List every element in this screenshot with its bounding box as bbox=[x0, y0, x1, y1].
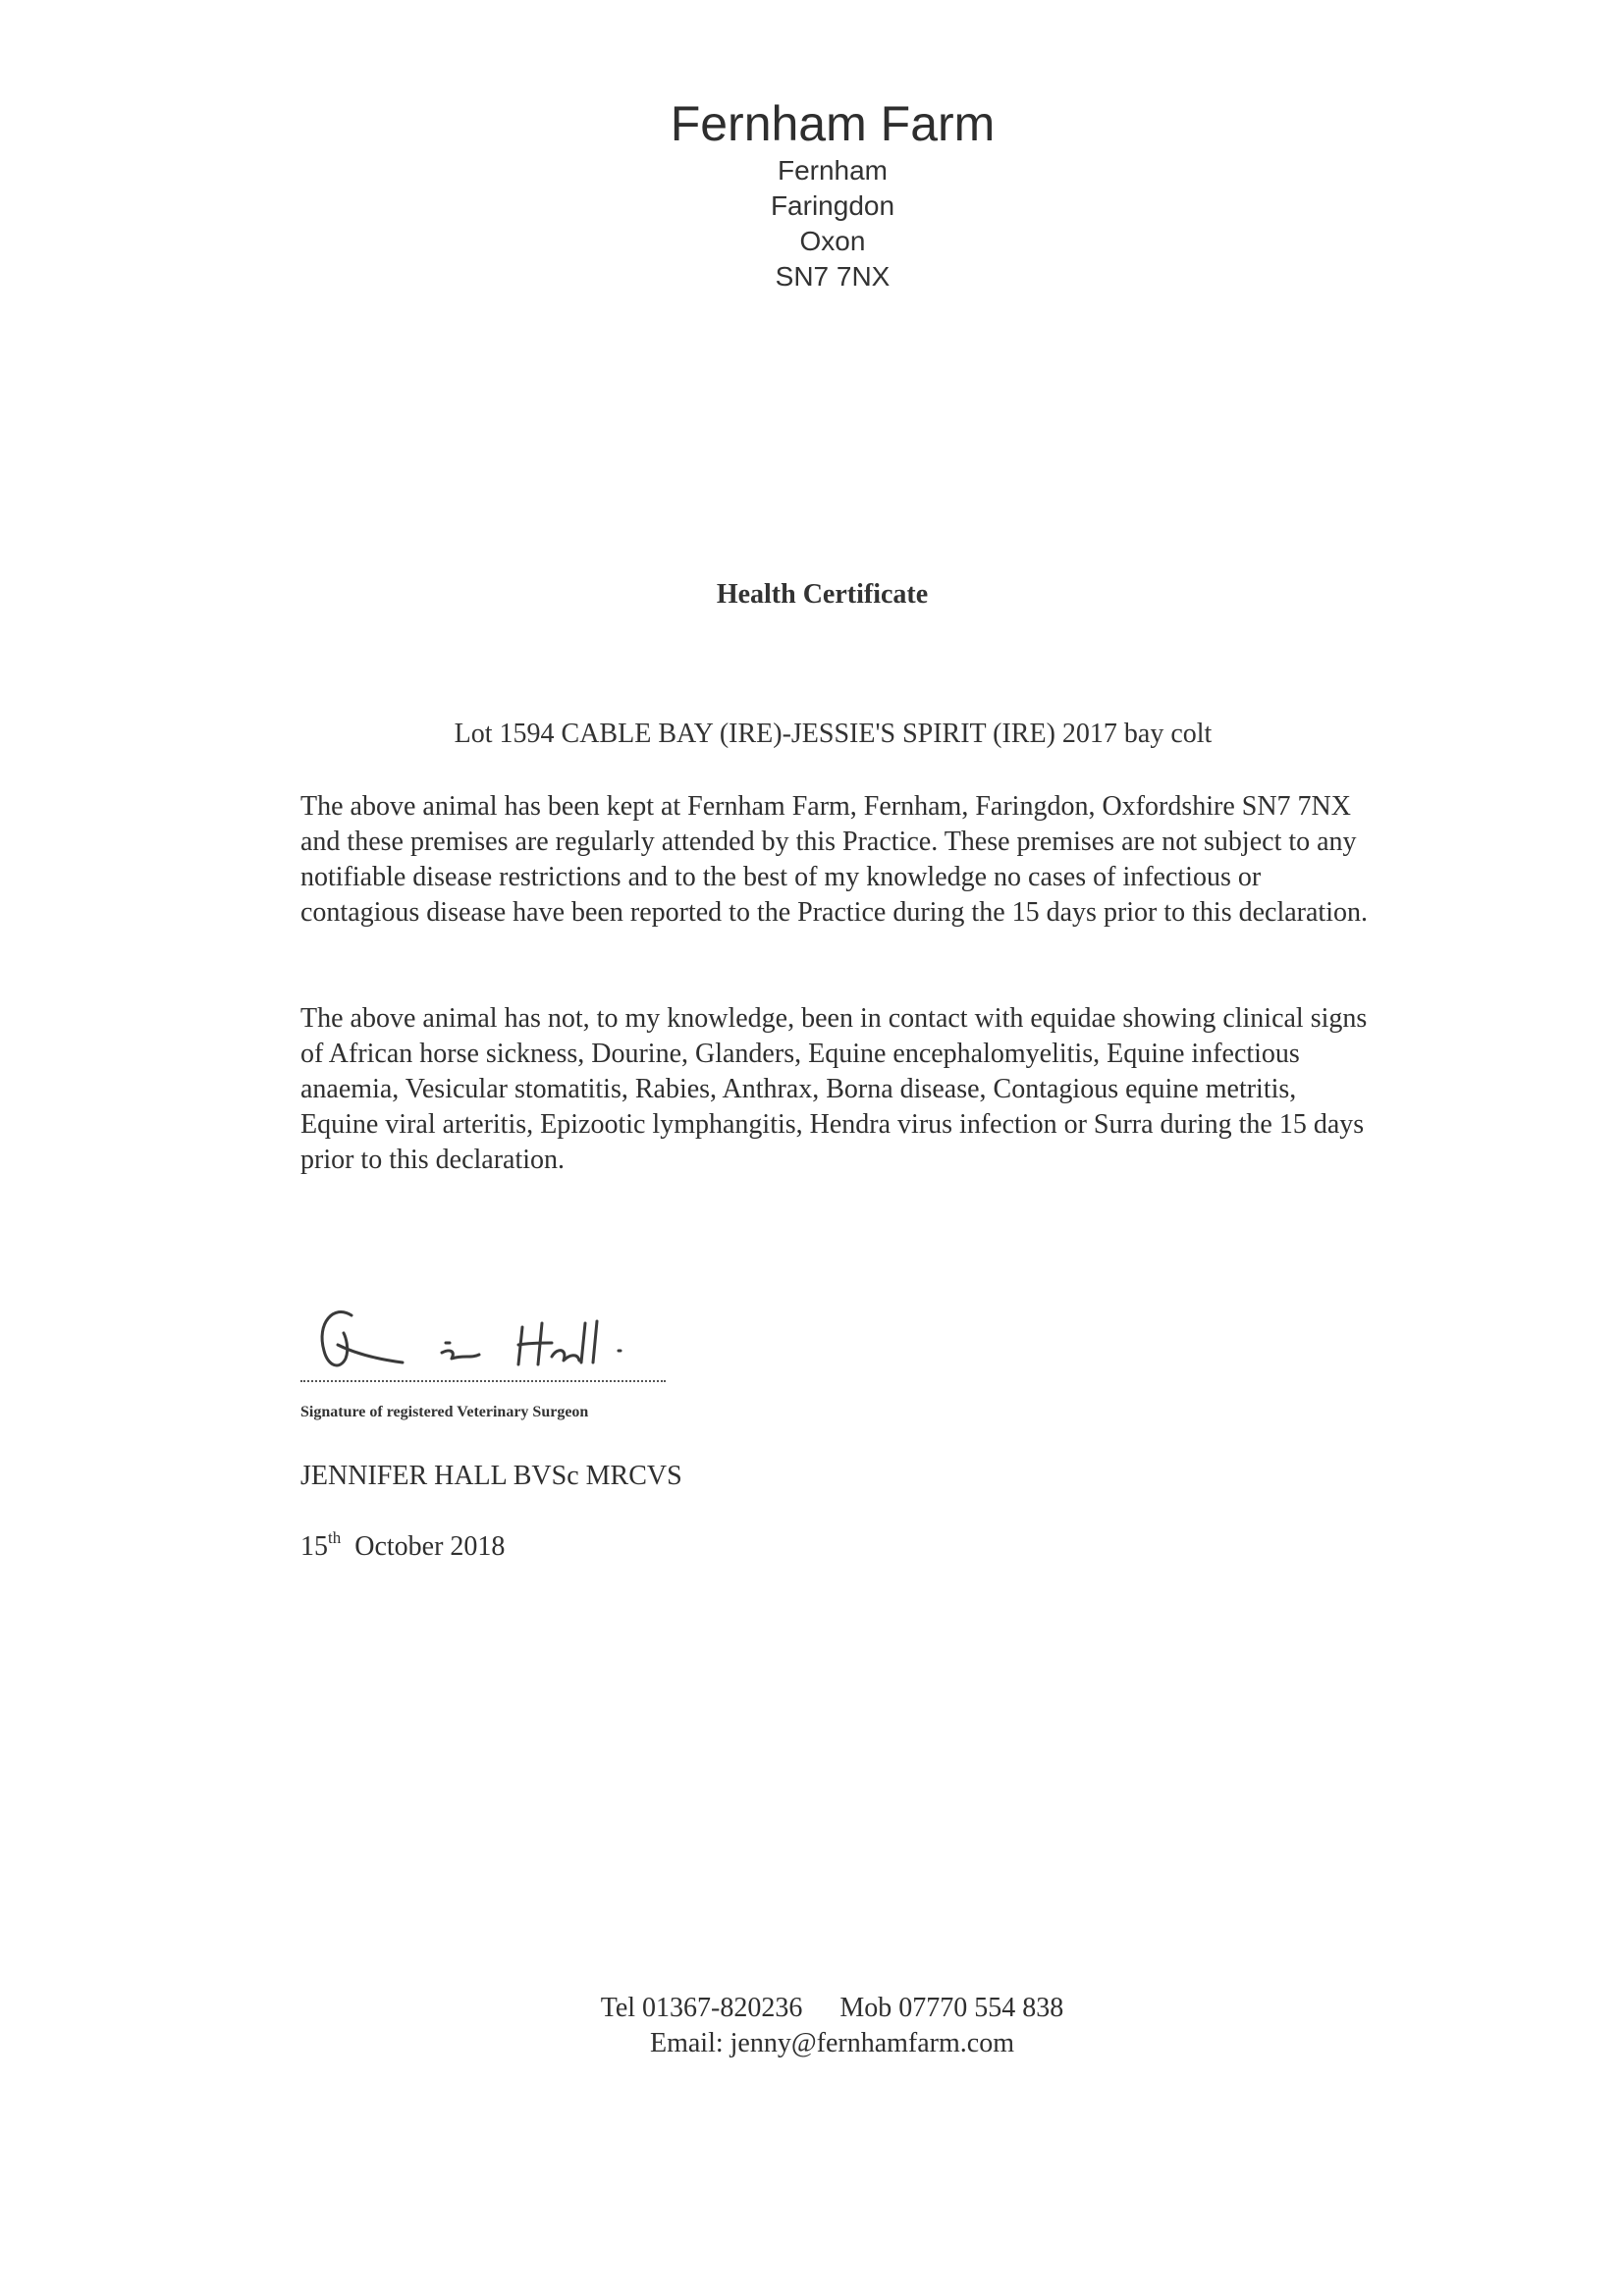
handwritten-signature bbox=[295, 1294, 677, 1382]
certificate-title bbox=[0, 579, 1621, 611]
certificate-title-text: Health Certificate bbox=[716, 579, 929, 610]
disease-contact-paragraph: The above animal has not, to my knowledge, been in contact with equidae showing clinical signs of African horse sickness, Dourine, Glanders, Equine encephalomyelitis, Equine infectious anaemia, Vesicular stomatitis, Rabies, Anthrax, Borna disease, Contagious equine metritis, Equine viral arteritis, Epizootic lymphangitis, Hendra virus infection or Surra during the 15 days prior to this declaration. bbox=[300, 1003, 1368, 1175]
signature-caption: Signature of registered Veterinary Surgeon bbox=[300, 1404, 589, 1420]
footer-telephone: Tel 01367-820236 bbox=[600, 1993, 803, 2023]
farm-name: Fernham Farm bbox=[670, 96, 996, 151]
address-line-city: Faringdon bbox=[770, 190, 895, 221]
letterhead bbox=[0, 94, 1621, 294]
address-line-town: Fernham bbox=[777, 155, 889, 186]
lot-heading bbox=[0, 719, 1621, 750]
contact-footer bbox=[0, 1991, 1621, 2061]
address-line-county: Oxon bbox=[799, 226, 866, 256]
address-line-postcode: SN7 7NX bbox=[775, 261, 891, 292]
declaration-date bbox=[300, 1528, 506, 1563]
lot-heading-text: Lot 1594 CABLE BAY (IRE)-JESSIE'S SPIRIT (IRE) 2017 bay colt bbox=[454, 719, 1213, 749]
footer-email: Email: jenny@fernhamfarm.com bbox=[650, 2028, 1014, 2058]
premises-declaration-paragraph: The above animal has been kept at Fernham Farm, Fernham, Faringdon, Oxfordshire SN7 7NX and these premises are regularly attended by this Practice. These premises are not subject to any notifiable disease restrictions and to the best of my knowledge no cases of infectious or contagious disease have been reported to the Practice during the 15 days prior to this declaration. bbox=[300, 791, 1368, 928]
date-month-year: October 2018 bbox=[354, 1531, 506, 1562]
date-suffix: th bbox=[328, 1528, 342, 1547]
date-day: 15 bbox=[300, 1531, 328, 1562]
veterinary-surgeon-name: JENNIFER HALL BVSc MRCVS bbox=[300, 1461, 682, 1491]
footer-mobile: Mob 07770 554 838 bbox=[839, 1993, 1064, 2023]
signature-line bbox=[300, 1380, 666, 1382]
